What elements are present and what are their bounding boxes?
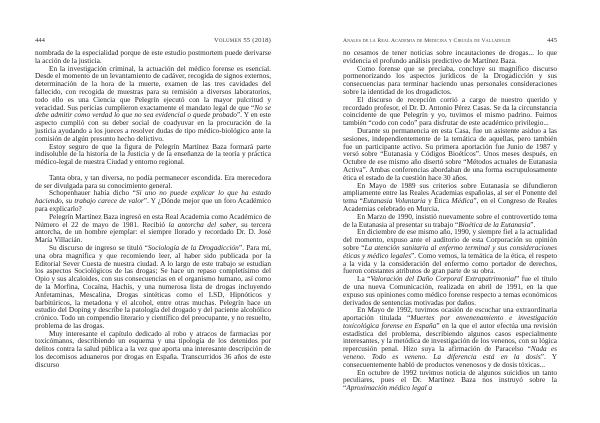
paragraph	[35, 213, 271, 244]
italic-text: Nada es veneno. Todo es veneno. La diferencia está en la dosis	[343, 344, 557, 362]
text-segment: Estoy seguro de que la figura de Pelegrín Martínez Baza formará parte indisoluble de la historia de la Justicia y de la enseñanza de la teoría y práctica médico-legal de nuestra Ciudad y entorno regional.	[35, 141, 271, 167]
text-segment: Pelegrín Martínez Baza ingresó en esta Real Academia como Académico de Número el 22 de mayo de 1981. Recibió	[35, 211, 271, 229]
text-segment: ”.	[530, 219, 536, 229]
italic-text: No se debe admitir como verdad lo que no sea evidencial o quede probado	[35, 102, 271, 120]
italic-text: Eutanasia Voluntaria	[362, 196, 426, 206]
text-segment: En Mayo de 1992, tuvimos ocasión de escuchar una extraordinaria aportación titulada “	[343, 305, 557, 323]
right-page-body	[343, 49, 557, 392]
paragraph	[343, 228, 557, 275]
italic-text: Aproximación médico legal a	[346, 383, 433, 393]
left-page-body	[35, 49, 271, 369]
paragraph	[343, 306, 557, 368]
paragraph	[343, 65, 557, 96]
paragraph	[35, 189, 271, 212]
text-segment: y Ética	[425, 196, 452, 206]
text-segment: La “	[357, 274, 371, 284]
text-segment: ”. Y ¿Dónde mejor que un foro Académico para explicarlo?	[35, 196, 271, 213]
paragraph	[343, 96, 557, 127]
italic-text: la antorcha del saber	[168, 219, 236, 229]
text-segment: En la investigación criminal, la actuación del médico forense es esencial. Desde el momento de un levantamiento de cadáver, recogida de signos externos, determinación de la hora de la muerte, examen de las tres cavidades del fallecido, con recogida de muestras para su remisión a diversos laboratorios, todo ello es una Ciencia que Pelegrín ejecutó con la mayor pulcritud y veracidad. Sus pericias cumplieron exactamente el mandato legal de que “	[35, 63, 271, 112]
italic-text: Valoración del Daño Corporal Extrapatrimonial	[370, 274, 516, 284]
running-head-right: Anales de la Real Academia de Medicina y Cirugía de Valladolid	[343, 38, 511, 44]
paragraph	[35, 49, 271, 65]
text-segment: no cesamos de tener noticias sobre incautaciones de drogas... lo que evidencia el profundo análisis predictivo de Martínez Baza.	[343, 48, 557, 65]
text-segment: Su discurso de ingreso se tituló “	[49, 242, 148, 252]
text-segment: En Marzo de 1990, insistió nuevamente sobre el controvertido tema de la Eutanasia al presentar su trabajo “	[343, 211, 557, 229]
text-segment: El discurso de recepción corrió a cargo de nuestro querido y recordado profesor, el Dr. D. Antonio Pérez Casas. Se da la circunstancia coincidente de que Pelegrín y yo, tuvimos el mismo padrino. Fuimos también “codo con codo” para disfrutar de este académico privilegio...	[343, 94, 557, 128]
paragraph	[35, 244, 271, 330]
page-number-right: 445	[547, 37, 557, 44]
italic-text: La atención sanitaria al enfermo terminal y sus consideraciones éticas y médico legales	[343, 242, 557, 260]
text-segment: ”. Y consecuentemente habló de productos venenosos y de dosis tóxicas...	[343, 352, 558, 369]
text-segment: ”. Y en este aspecto cumplió con su deber social de coadyuvar en la procuración de la justicia ayudando a los jueces a resolver dudas de tipo médico-biológico ante la comisión de algún presunto hecho delictivo.	[35, 110, 271, 143]
paragraph	[35, 143, 271, 166]
text-segment: Muy interesante el capítulo dedicado al robo y atracos de farmacias por toxicómanos, describiendo un esquema y una tipología de los detenidos por delitos contra la salud pública a la vez que aporta una interesante descripción de los decomisos aduaneros por drogas en España. Transcurridos 36 años de este discurso	[35, 328, 271, 369]
paragraph	[343, 369, 557, 392]
running-head-left: Volumen 55 (2018)	[213, 37, 271, 44]
text-segment: ” fue el título de una nueva Comunicación, realizada en abril de 1991, en la que expuso sus opiniones como médico forense respecto a temas económicos derivados de sentencias motivadas por daños.	[343, 274, 557, 307]
text-segment: En octubre de 1992 tuvimos noticia de algunos suicidios un tanto peculiares, pues el Dr. Martínez Baza nos instruyó sobre la “	[343, 367, 557, 393]
paragraph	[343, 49, 557, 65]
paragraph	[343, 127, 557, 182]
text-segment: nombrada de la especialidad porque de este estudio postmortem puede derivarse la acción de la justicia.	[35, 48, 271, 65]
text-segment: Durante su permanencia en esta Casa, fue un asistente asiduo a las sesiones, independientemente de la temática de aquellas, pero también fue un participante activo. Su primera aportación fue Junio de 1987 y versó sobre “Eutanasia y Códigos Bioéticos”. Unos meses después, en Octubre de ese mismo año disertó sobre “Métodos actuales de Eutanasia Activa”. Ambas conferencias abordaban de una forma escrupulosamente ética el estado de la cuestión hace 30 años.	[343, 125, 557, 182]
paragraph	[35, 330, 271, 369]
paragraph	[35, 174, 271, 190]
text-segment: ”, en el Congreso de Reales Academias celebrado en Murcia.	[343, 196, 557, 213]
text-segment: Schopenhauer había dicho “	[49, 188, 136, 198]
text-segment: En Mayo de 1989 sus criterios sobre Eutanasia se difundieron ampliamente entre las Reales Academias españolas, al ser el Ponente del tema “	[343, 180, 557, 206]
paragraph	[35, 65, 271, 143]
italic-text: Bioética de la Eutanasia	[458, 219, 531, 229]
text-segment: Como forense que se preciaba, concluye su magnífico discurso pormenorizando los aspectos jurídicos de la Drogadicción y sus consecuencias para terminar haciendo unas personales consideraciones sobre la identidad de los drogadictos.	[343, 63, 557, 96]
italic-text: Sociología de la Drogadicción	[147, 242, 239, 252]
paragraph	[343, 275, 557, 306]
page-number-left: 444	[35, 37, 45, 44]
text-segment: ”. Como vemos, la temática de la ética, el respeto a la vida y la consideración del enfermo como portador de derechos, fueron constantes atributos de gran parte de su obra.	[343, 250, 557, 276]
italic-text: Si uno no puede explicar lo que ha estado haciendo, su trabajo carece de valor	[35, 188, 271, 206]
italic-text: Médica	[451, 196, 474, 206]
text-segment: , su tercera antorcha, de un hombre ejemplar: el siempre llorado y recordado Dr. D. José María Villacián.	[35, 219, 271, 245]
italic-text: Muertes por envenenamiento e investigación toxicológica forense en España	[343, 313, 557, 330]
text-segment: ”. Para mí, una obra magnífica y que recomiendo leer, al haber sido publicada por la Editorial Sever Cuesta de nuestra ciudad. A lo largo de este trabajo se estudian los aspectos Sociológicos de las drogas; Se hace un repaso completísimo del Opio y sus alcaloides, con sus consecuencias en el organismo humano, así como de la Morfina, Cocaína, Hachís, y una numerosa lista de drogas incluyendo Anfetaminas, Mescalina, Drogas sintéticas como el LSD, Hipnóticos y barbitúricos, la metadona y el alcohol, entre otras muchas. Pelegrín hace un estudio del Doping y describe la patología del drogado y del paciente alcohólico crónico. Todo un compendio literario y científico del preocupante, y no resuelto, problema de las drogas.	[35, 242, 271, 330]
text-segment: Tanta obra, y tan diversa, no podía permanecer escondida. Era merecedora de ser divulgada para su conocimiento general.	[35, 172, 271, 190]
paragraph	[343, 182, 557, 213]
paragraph	[343, 213, 557, 229]
text-segment: ” en la que el autor efectúa una revisión estadística del problema, describiendo algunos casos especialmente interesantes, y la metódica de investigación de los venenos, con su lógica repercusión penal. Hizo suya la afirmación de Paracelso “	[343, 320, 557, 354]
text-segment: En diciembre de ese mismo año, 1990, y siempre fiel a la actualidad del momento, expuso ante el auditorio de esta Corporación su opinión sobre “	[343, 227, 557, 252]
